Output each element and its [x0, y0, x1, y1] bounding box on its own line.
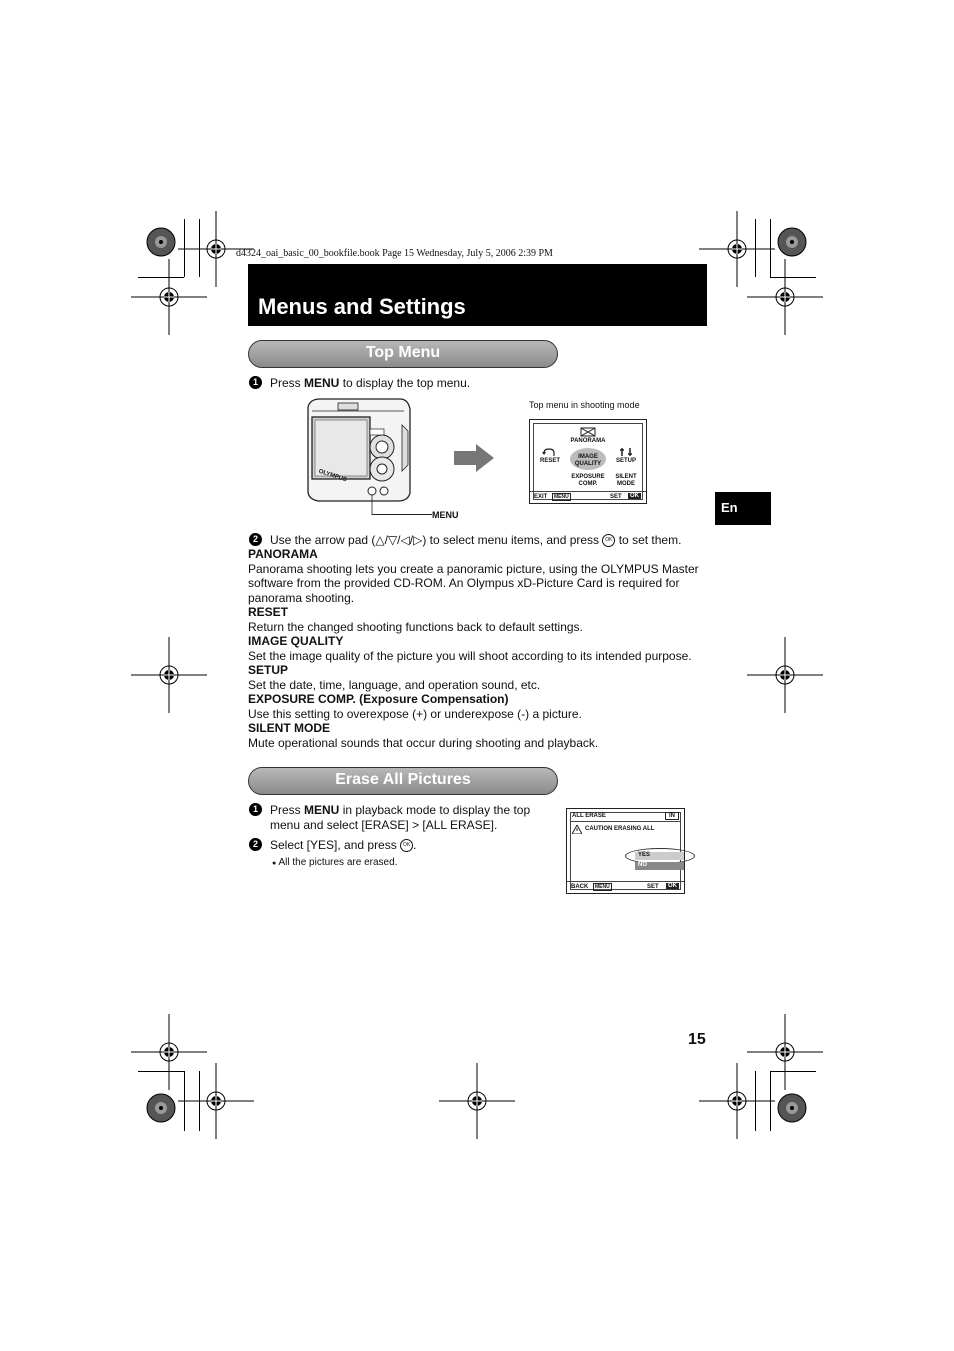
right-arrow-icon — [452, 443, 496, 473]
menu-image-quality: IMAGE QUALITY — [574, 454, 602, 467]
menu-setup: SETUP — [615, 458, 636, 464]
step-1-text — [270, 376, 470, 391]
step-number: 1 — [249, 376, 262, 389]
language-tab — [715, 492, 771, 525]
media-indicator: IN — [665, 812, 679, 820]
item-term-silent-mode: SILENT MODE — [248, 721, 331, 735]
menu-key-label: MENU — [304, 376, 340, 390]
bullet-icon: ● — [272, 860, 277, 867]
item-desc-panorama: Panorama shooting lets you create a panoramic picture, using the OLYMPUS Master software from the provided CD-ROM. An Olympus xD-Picture Card is required for panorama shooting. — [248, 561, 699, 605]
step-text: to display the top menu. — [339, 376, 471, 390]
bullet-text: All the pictures are erased. — [278, 857, 398, 868]
language-tab-label: En — [721, 500, 738, 515]
menu-callout-label: MENU — [432, 510, 459, 520]
step-number: 2 — [249, 838, 262, 851]
section-heading-label: Erase All Pictures — [335, 771, 471, 788]
menu-panorama: PANORAMA — [570, 438, 606, 444]
erase-step-1-text — [270, 803, 540, 832]
menu-key-label: MENU — [304, 803, 340, 817]
menu-items-list — [248, 547, 710, 750]
item-desc-image-quality: Set the image quality of the picture you will shoot according to its intended purpose. — [248, 648, 692, 663]
page-title: Menus and Settings — [258, 294, 466, 319]
section-heading-top-menu — [248, 340, 558, 368]
file-header: d4324_oai_basic_00_bookfile.book Page 15 Wednesday, July 5, 2006 2:39 PM — [236, 248, 553, 259]
ok-button-icon: OK — [400, 839, 413, 852]
section-heading-label: Top Menu — [365, 344, 441, 361]
camera-illustration — [300, 395, 420, 515]
step-2-text — [270, 533, 681, 548]
item-desc-reset: Return the changed shooting functions back to default settings. — [248, 619, 583, 634]
back-label: BACK — [571, 884, 589, 890]
step-number: 2 — [249, 533, 262, 546]
menu-key-icon: MENU — [554, 494, 569, 500]
menu-reset: RESET — [539, 458, 560, 464]
ok-key-icon: OK — [668, 883, 677, 889]
bullet-note — [272, 857, 397, 868]
erase-step-2-text — [270, 838, 416, 853]
menu-key-icon: MENU — [595, 884, 610, 890]
camera-brand: OLYMPUS — [317, 468, 348, 484]
step-text: . — [413, 838, 417, 852]
setup-icon — [619, 447, 633, 457]
set-label: SET — [647, 884, 659, 890]
item-term-exposure-comp: EXPOSURE COMP. (Exposure Compensation) — [248, 692, 509, 706]
callout-line — [372, 514, 432, 515]
screen-titlebar — [570, 812, 681, 822]
no-option: NO — [635, 862, 684, 870]
ok-button-icon: OK — [602, 534, 615, 547]
arrow-pad-icons: △/▽/◁/▷ — [375, 533, 423, 547]
all-erase-screen — [566, 808, 685, 894]
screen-footer — [530, 491, 646, 503]
set-label: SET — [610, 494, 622, 500]
reset-icon — [542, 447, 556, 457]
step-text: Use the arrow pad ( — [270, 533, 376, 547]
step-text: ) to select menu items, and press — [422, 533, 603, 547]
yes-option: YES — [635, 852, 684, 860]
page-number: 15 — [688, 1031, 706, 1048]
item-term-image-quality: IMAGE QUALITY — [248, 634, 344, 648]
step-text: Select [YES], and press — [270, 838, 401, 852]
step-text: in playback mode to display the top menu and select [ERASE] > [ALL ERASE]. — [270, 803, 531, 832]
screen-title: ALL ERASE — [572, 813, 606, 819]
item-desc-silent-mode: Mute operational sounds that occur during shooting and playback. — [248, 735, 599, 750]
screen-footer — [567, 881, 684, 893]
caution-text: CAUTION ERASING ALL — [585, 826, 655, 832]
screen-caption: Top menu in shooting mode — [529, 400, 640, 410]
panorama-icon — [580, 427, 596, 437]
warning-icon — [572, 825, 582, 834]
section-heading-erase — [248, 767, 558, 795]
ok-key-icon: OK — [630, 493, 639, 499]
item-desc-setup: Set the date, time, language, and operation sound, etc. — [248, 677, 541, 692]
step-text: Press — [270, 376, 305, 390]
item-term-setup: SETUP — [248, 663, 289, 677]
item-term-panorama: PANORAMA — [248, 547, 318, 561]
title-bar — [248, 264, 707, 326]
menu-silent-mode: SILENT MODE — [615, 474, 637, 487]
step-text: to set them. — [615, 533, 682, 547]
exit-label: EXIT — [534, 494, 548, 500]
item-term-reset: RESET — [248, 605, 289, 619]
top-menu-screen — [529, 419, 647, 504]
menu-exposure-comp: EXPOSURE COMP. — [571, 474, 605, 487]
step-number: 1 — [249, 803, 262, 816]
step-text: Press — [270, 803, 305, 817]
item-desc-exposure-comp: Use this setting to overexpose (+) or underexpose (-) a picture. — [248, 706, 582, 721]
